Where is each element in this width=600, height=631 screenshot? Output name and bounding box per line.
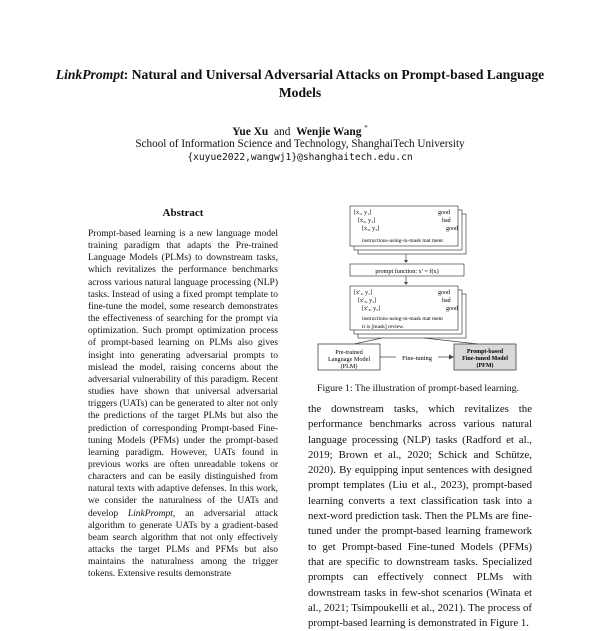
fine-tuning-arrow-head [449,355,454,360]
title-rest: : Natural and Universal Adversarial Attacks on Prompt-based Language Models [123,67,545,100]
arrow-to-plm [354,338,382,344]
abstract-heading: Abstract [162,207,204,219]
bottom-row-2: [x'₂, y₂] [358,298,377,304]
figure-1 [314,202,520,378]
pfm-label-1: Prompt-based [466,349,504,355]
bottom-label-3: good [446,306,458,312]
abstract-text: Prompt-based learning is a new language model training paradigm that adapts the Pre-trained Language Models (PLMs) to downstream tasks, which revitalizes the performance benchmarks across various natural language processing (NLP) tasks. Instead of using a fixed prompt template to fine-tune the model, some research demonstrates the effectiveness of searching for the prompt via optimization. Such prompt optimization process of prompt-based learning on PLMs also gives insight into generating adversarial prompts to mislead the model, raising concerns about the adversarial vulnerability of this paradigm. Recent studies have shown that universal adversarial triggers (UATs) can be generated to alter not only the predictions of the target PLMs but also the prediction of corresponding Prompt-based Fine-tuning Models (PFMs) under the prompt-based learning paradigm. However, UATs found in previous works are often unreadable tokens or characters and can be easily distinguished from natural texts with adaptive defenses. In this work, we consider the naturalness of the UATs and develop [88,229,278,519]
abstract-body [88,228,278,600]
affiliation: School of Information Science and Technology, ShanghaiTech University [135,138,465,150]
top-row-1: [x₁, y₁] [354,210,372,216]
plm-label-1: Pre-trained [335,349,363,356]
author-first: Yue Xu [232,125,269,138]
bottom-row-3: [x'₃, y₃] [362,306,381,312]
author-mark: * [364,124,368,132]
figure-caption: Figure 1: The illustration of prompt-based learning. [317,383,519,394]
plm-label-3: (PLM) [340,363,358,370]
bottom-label-2: bad [442,298,451,304]
prompt-function-label: prompt function: x' = f(x) [375,268,439,275]
top-label-3: good [446,226,458,232]
top-template: instructions-using-in-mask mat ment [362,238,443,244]
title-emphasis: LinkPrompt [55,67,124,82]
paper-title [40,66,560,102]
bottom-card-stack [350,286,466,338]
body-paragraph: the downstream tasks, which revitalizes the performance benchmarks across various natural language processing (NLP) tasks (Radford et al., 2019; Brown et al., 2020; Schick and Schütze, 2020). By equipping input sentences with designed prompt templates (Liu et al., 2023), prompt-based learning converts a text classification task into a next-word prediction task. Then the PLMs are fine-tuned under the prompt-based learning framework to get Prompt-based Fine-tuned Models (PFMs) that are specific to downstream tasks. Specialized prompts can effectively connect PLMs with downstream tasks in few-shot scenarios (Winata et al., 2021; Tsimpoukelli et al., 2021). The process of prompt-based learning is demonstrated in Figure 1. [308,403,532,630]
top-card-stack [350,206,466,254]
bottom-line-2: it is [mask] review. [362,324,405,330]
abstract-emphasis: LinkPrompt [127,508,173,519]
arrow-to-pfm [424,338,478,344]
pfm-label-3: (PFM) [476,363,494,369]
email: {xuyue2022,wangwj1}@shanghaitech.edu.cn [187,152,413,163]
fine-tuning-label: Fine-tuning [402,355,432,362]
bottom-line-1: instructions-using-in-mask mat ment [362,316,443,322]
author-and: and [273,125,291,138]
bottom-label-1: good [438,290,450,296]
top-label-1: good [438,210,450,216]
pfm-label-2: Fine-tuned Model [462,356,508,362]
abstract-text-tail: , an adversarial attack algorithm to generate UATs by a gradient-based beam search algorithm that not only effectively attacks the target PLMs and PFMs but also maintains the naturalness among the trigger tokens. Extensive results demonstrate [88,508,278,580]
top-row-3: [x₃, y₃] [362,226,380,232]
plm-label-2: Language Model [327,356,371,363]
top-row-2: [x₂, y₂] [358,218,376,224]
arrow-head-2 [404,282,408,285]
arrow-head-1 [404,260,408,263]
top-label-2: bad [442,218,451,224]
bottom-row-1: [x'₁, y₁] [354,290,373,296]
author-second: Wenjie Wang [296,125,362,138]
